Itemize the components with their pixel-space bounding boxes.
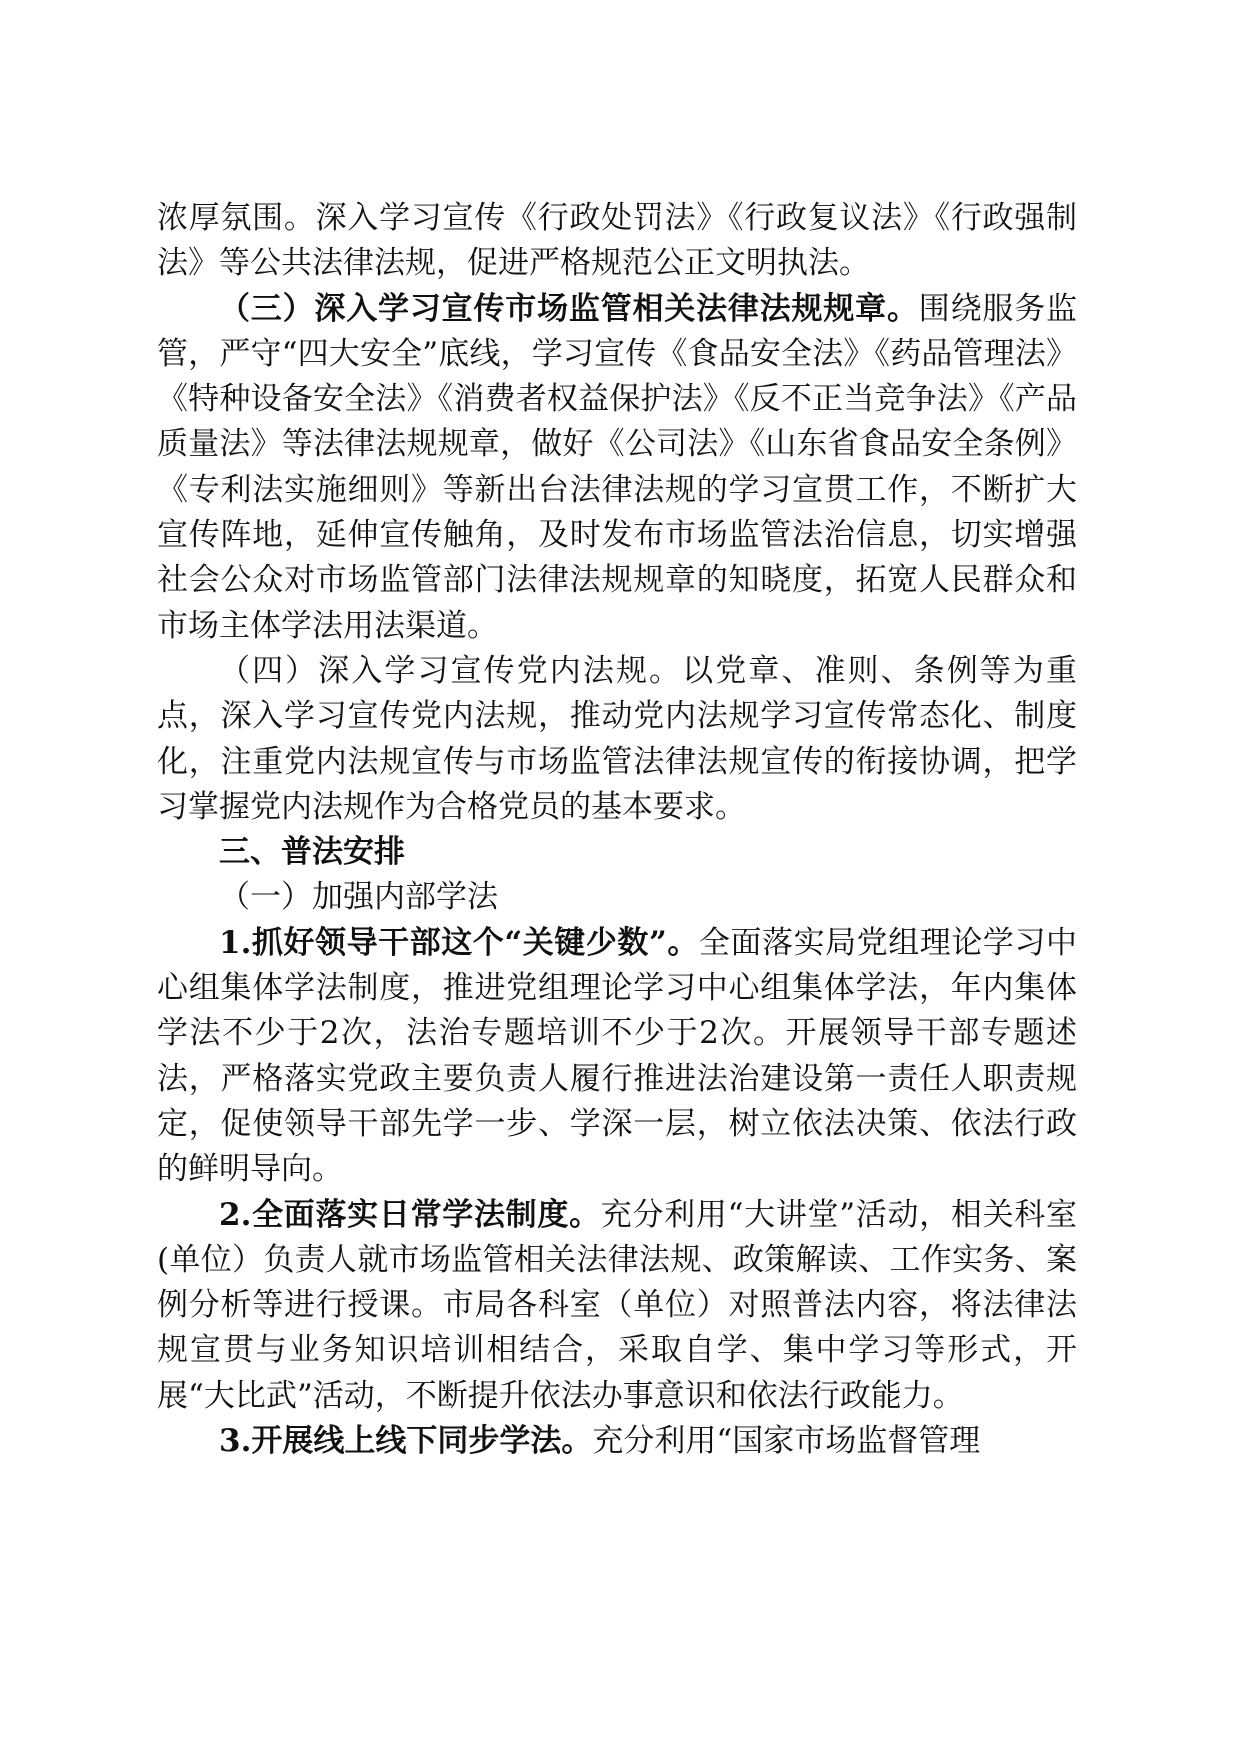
item-text: 充分利用“大讲堂”活动，相关科室(单位）负责人就市场监管相关法律法规、政策解读、工作实务、案例分析等进行授课。市局各科室（单位）对照普法内容，将法律法规宣贯与业务知识培训相结合，采取自学、集中学习等形式，开展“大比武”活动，不断提升依法办事意识和依法行政能力。: [157, 1196, 1077, 1414]
section-heading: （四）深入学习宣传党内法规。: [219, 652, 683, 689]
item-text: 全面落实局党组理论学习中心组集体学法制度，推进党组理论学习中心组集体学法，年内集体学法不少于2次，法治专题培训不少于2次。开展领导干部专题述法，严格落实党政主要负责人履行推进法治建设第一责任人职责规定，促使领导干部先学一步、学深一层，树立依法决策、依法行政的鲜明导向。: [157, 924, 1078, 1188]
item-2: [157, 1193, 1077, 1419]
item-lead: 2.全面落实日常学法制度。: [219, 1196, 601, 1233]
paragraph-section-3: [157, 287, 1077, 649]
chapter-title: 三、普法安排: [219, 834, 405, 871]
paragraph-opening: [157, 196, 1077, 287]
item-1: [157, 921, 1077, 1193]
item-text: 充分利用“国家市场监督管理: [592, 1423, 981, 1460]
document-body: [157, 196, 1077, 1464]
item-lead: 3.开展线上线下同步学法。: [219, 1423, 593, 1460]
item-3: [157, 1419, 1077, 1464]
sub-heading: [157, 875, 1077, 920]
section-heading: （三）深入学习宣传市场监管相关法律法规规章。: [219, 290, 919, 327]
paragraph-text: 以党章、准则、条例等为重点，深入学习宣传党内法规，推动党内法规学习宣传常态化、制度化，注重党内法规宣传与市场监管法律法规宣传的衔接协调，把学习掌握党内法规作为合格党员的基本要求。: [157, 652, 1078, 825]
paragraph-text: 浓厚氛围。深入学习宣传《行政处罚法》《行政复议法》《行政强制法》等公共法律法规，促进严格规范公正文明执法。: [157, 200, 1077, 282]
paragraph-section-4: [157, 649, 1077, 830]
paragraph-text: 围绕服务监管，严守“四大安全”底线，学习宣传《食品安全法》《药品管理法》《特种设备安全法》《消费者权益保护法》《反不正当竞争法》《产品质量法》等法律法规规章，做好《公司法》《山东省食品安全条例》《专利法实施细则》等新出台法律法规的学习宣贯工作，不断扩大宣传阵地，延伸宣传触角，及时发布市场监管法治信息，切实增强社会公众对市场监管部门法律法规规章的知晓度，拓宽人民群众和市场主体学法用法渠道。: [157, 290, 1078, 644]
item-lead: 1.抓好领导干部这个“关键少数”。: [219, 924, 699, 961]
chapter-heading: [157, 830, 1077, 875]
sub-heading-title: （一）加强内部学法: [219, 879, 498, 916]
